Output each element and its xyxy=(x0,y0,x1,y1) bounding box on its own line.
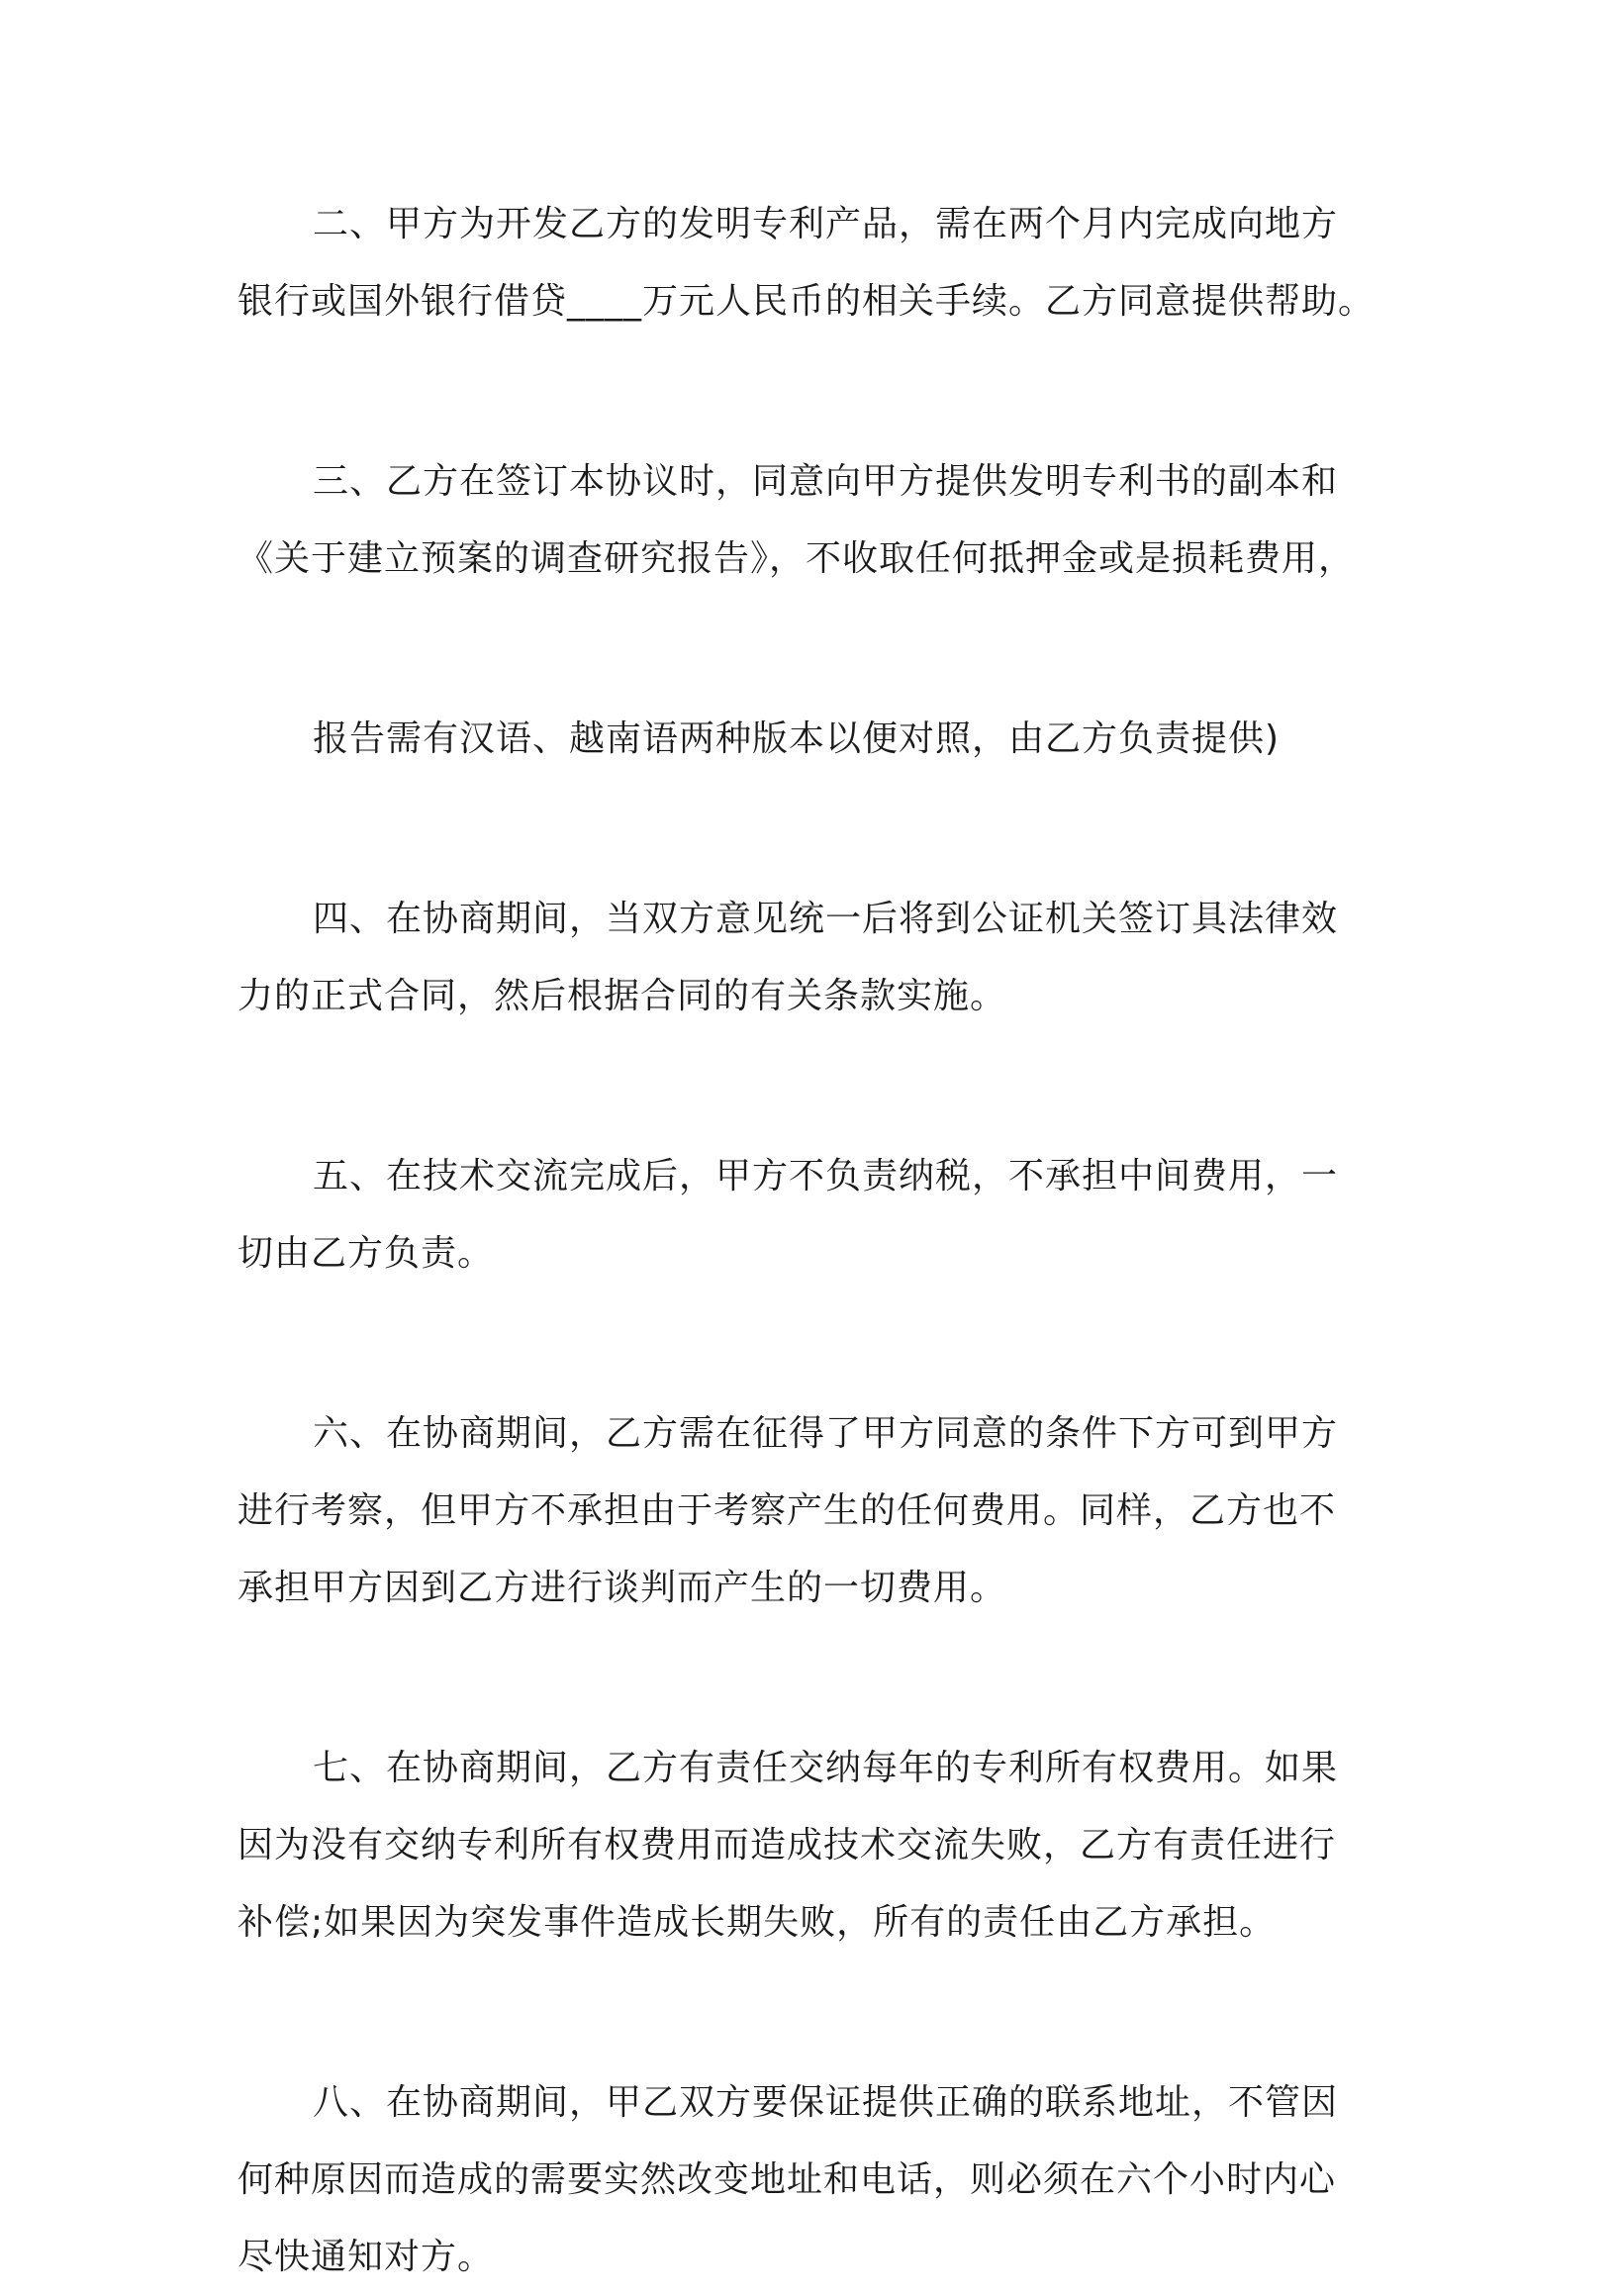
paragraph-gap xyxy=(238,1627,1385,1730)
paragraph-line: 五、在技术交流完成后，甲方不负责纳税，不承担中间费用，一 xyxy=(313,1156,1339,1196)
paragraph-line: 四、在协商期间，当双方意见统一后将到公证机关签订具法律效 xyxy=(313,899,1339,939)
paragraph-gap xyxy=(238,1035,1385,1138)
paragraph-gap xyxy=(238,778,1385,881)
paragraph-gap xyxy=(238,340,1385,443)
clause-5 xyxy=(238,1138,1385,1292)
paragraph-line: 何种原因而造成的需要实然改变地址和电话，则必须在六个小时内心 xyxy=(238,2159,1337,2200)
clause-3-note xyxy=(238,701,1385,778)
paragraph-gap xyxy=(238,1961,1385,2064)
paragraph-gap xyxy=(238,1292,1385,1395)
paragraph-line: 承担甲方因到乙方进行谈判而产生的一切费用。 xyxy=(238,1568,1007,1608)
clause-2 xyxy=(238,186,1385,340)
paragraph-line: 二、甲方为开发乙方的发明专利产品，需在两个月内完成向地方 xyxy=(313,204,1339,244)
paragraph-line: 切由乙方负责。 xyxy=(238,1233,495,1274)
paragraph-line: 八、在协商期间，甲乙双方要保证提供正确的联系地址，不管因 xyxy=(313,2082,1339,2123)
paragraph-line: 因为没有交纳专利所有权费用而造成技术交流失败，乙方有责任进行 xyxy=(238,1825,1337,1866)
paragraph-line: 《关于建立预案的调查研究报告》，不收取任何抵押金或是损耗费用， xyxy=(238,538,1356,579)
clause-4 xyxy=(238,881,1385,1035)
document-body xyxy=(238,186,1385,2296)
paragraph-line: 力的正式合同，然后根据合同的有关条款实施。 xyxy=(238,976,1007,1016)
clause-7 xyxy=(238,1730,1385,1961)
paragraph-line: 银行或国外银行借贷____万元人民币的相关手续。乙方同意提供帮助。 xyxy=(238,281,1376,322)
paragraph-line: 六、在协商期间，乙方需在征得了甲方同意的条件下方可到甲方 xyxy=(313,1413,1339,1454)
clause-3 xyxy=(238,443,1385,598)
paragraph-gap xyxy=(238,598,1385,701)
paragraph-line: 补偿;如果因为突发事件造成长期失败，所有的责任由乙方承担。 xyxy=(238,1902,1277,1943)
paragraph-line: 报告需有汉语、越南语两种版本以便对照，由乙方负责提供) xyxy=(313,718,1281,759)
paragraph-line: 尽快通知对方。 xyxy=(238,2237,495,2277)
paragraph-line: 进行考察，但甲方不承担由于考察产生的任何费用。同样，乙方也不 xyxy=(238,1490,1337,1531)
clause-8 xyxy=(238,2064,1385,2296)
paragraph-line: 三、乙方在签订本协议时，同意向甲方提供发明专利书的副本和 xyxy=(313,461,1339,502)
clause-6 xyxy=(238,1395,1385,1627)
paragraph-line: 七、在协商期间，乙方有责任交纳每年的专利所有权费用。如果 xyxy=(313,1748,1339,1788)
